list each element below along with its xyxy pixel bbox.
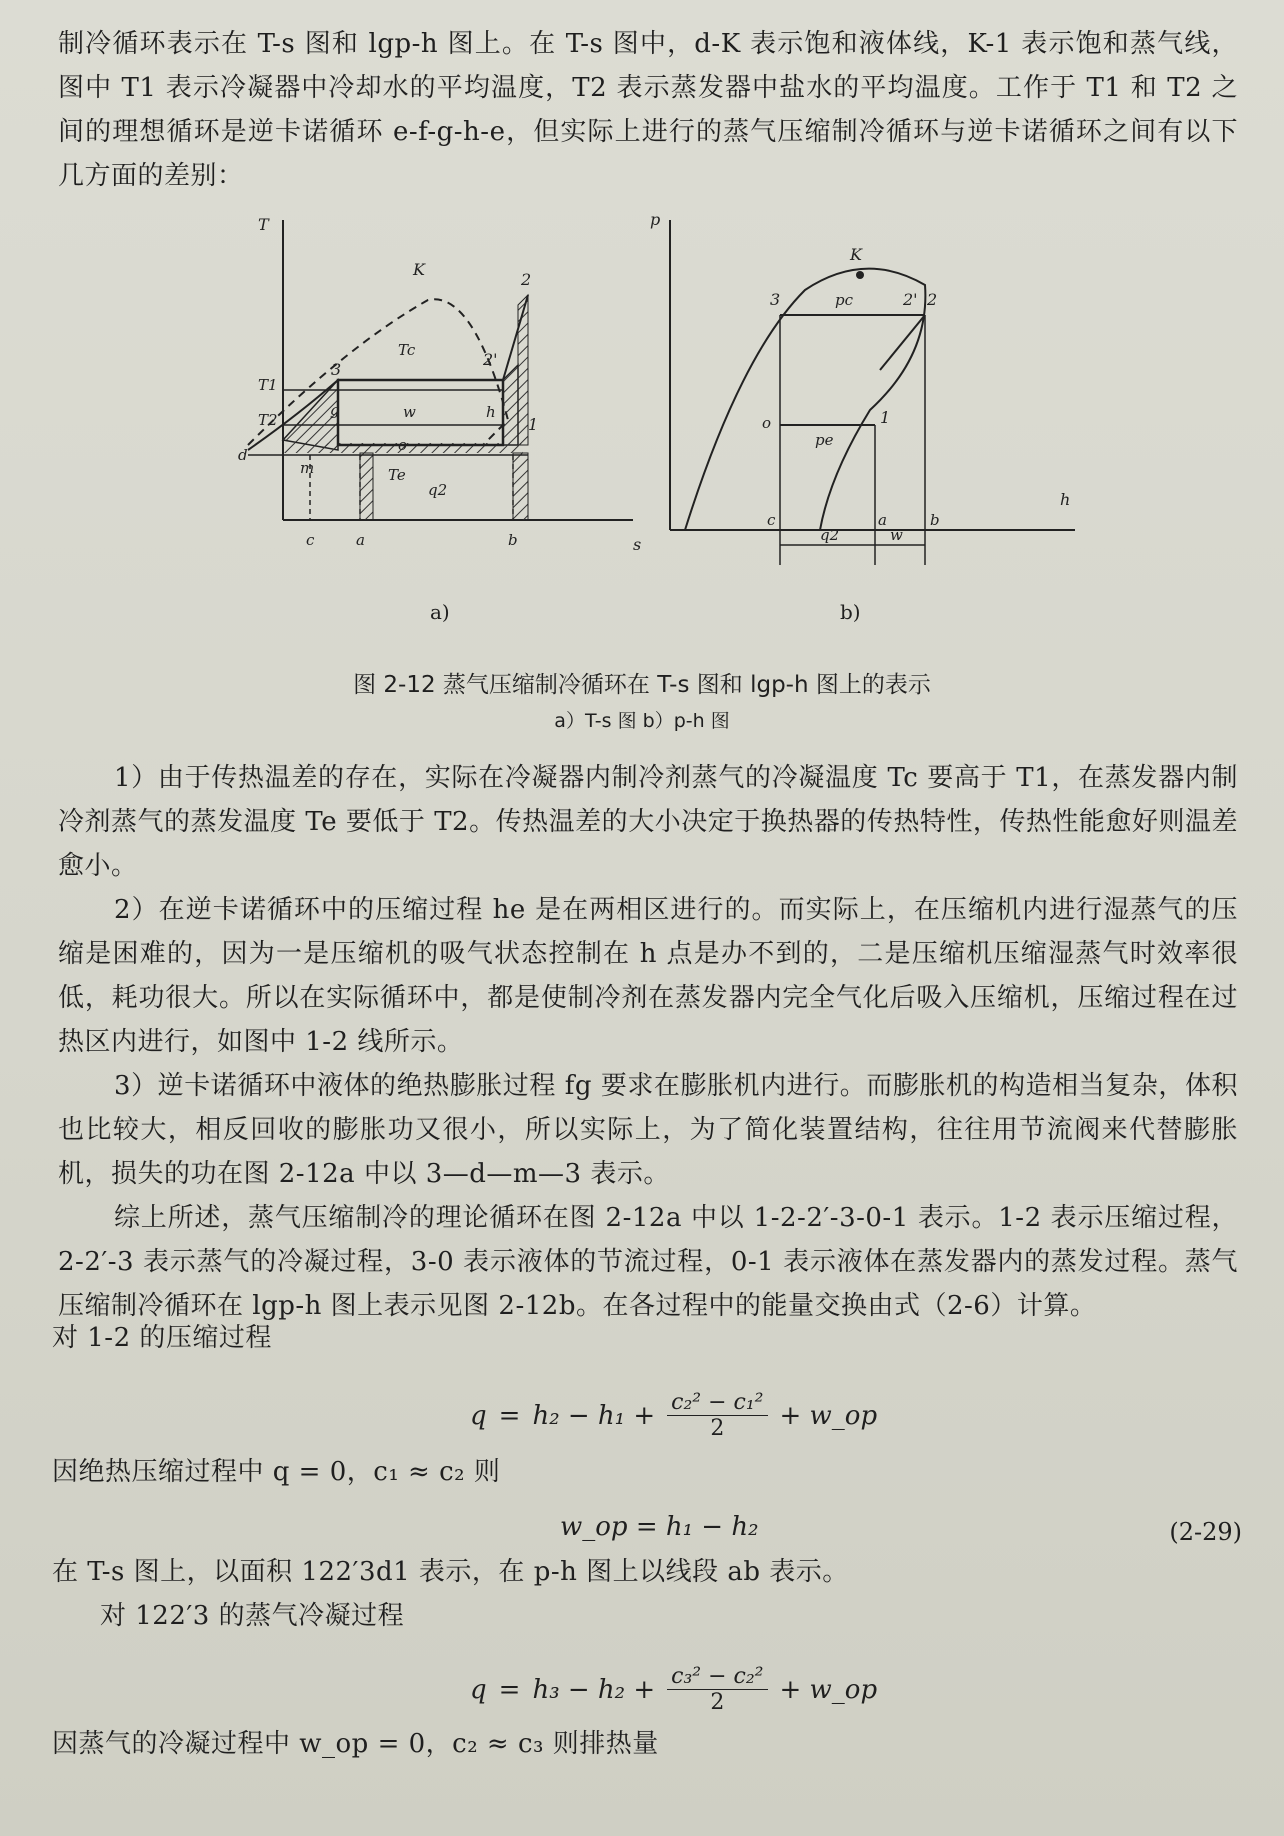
area-description: 在 T-s 图上，以面积 122′3d1 表示，在 p-h 图上以线段 ab 表示。 [52, 1557, 849, 1587]
label-2: 2 [927, 290, 938, 309]
label-b: b [508, 531, 518, 549]
label-3: 3 [331, 360, 342, 379]
label-3: 3 [770, 290, 781, 309]
figure-caption: 图 2-12 蒸气压缩制冷循环在 T-s 图和 lgp-h 图上的表示 [353, 672, 931, 698]
label-c: c [767, 511, 776, 529]
point-3-paragraph: 3）逆卡诺循环中液体的绝热膨胀过程 fg 要求在膨胀机内进行。而膨胀机的构造相当复杂，体积也比较大，相反回收的膨胀功又很小，所以实际上，为了简化装置结构，往往用节流阀来代替膨胀机，损失的功在图 2-12a 中以 3—d—m—3 表示。 [58, 1071, 1238, 1189]
label-d: d [238, 446, 248, 464]
label-1: 1 [880, 408, 891, 427]
label-2: 2 [521, 270, 532, 289]
label-o: o [398, 436, 408, 454]
label-q2: q2 [428, 481, 448, 499]
left-column-hatch [360, 453, 373, 520]
equation-2-29: w_op = h₁ − h₂ [560, 1512, 759, 1542]
compression-intro: 对 1-2 的压缩过程 [52, 1323, 272, 1353]
label-T1: T1 [258, 376, 278, 394]
point-1-paragraph: 1）由于传热温差的存在，实际在冷凝器内制冷剂蒸气的冷凝温度 Tc 要高于 T1，在蒸发器内制冷剂蒸气的蒸发温度 Te 要低于 T2。传热温差的大小决定于换热器的传热特性，传热性能愈好则温差愈小。 [58, 763, 1238, 881]
label-T2: T2 [258, 411, 278, 429]
compression-region [518, 295, 528, 445]
condensation-intro: 对 122′3 的蒸气冷凝过程 [100, 1601, 405, 1631]
equation-compression: q = h₂ − h₁ + $\frac{\text{c₂² − c₁²}}{2}$ + w_op [470, 1390, 878, 1441]
label-q2: q2 [820, 526, 840, 544]
label-a: a [356, 531, 365, 549]
superheat-region [503, 365, 518, 445]
heat-rejection-condition: 因蒸气的冷凝过程中 w_op = 0，c₂ ≈ c₃ 则排热量 [52, 1729, 659, 1759]
summary-paragraph: 综上所述，蒸气压缩制冷的理论循环在图 2-12a 中以 1-2-2′-3-0-1 表示。1-2 表示压缩过程，2-2′-3 表示蒸气的冷凝过程，3-0 表示液体的节流过程，0-1 表示液体在蒸发器内的蒸发过程。蒸气压缩制冷循环在 lgp-h 图上表示见图 2-12b。在各过程中的能量交换由式（2-6）计算。 [58, 1203, 1238, 1321]
dome-top [248, 299, 508, 445]
label-pc: pc [835, 291, 854, 309]
label-s: s [633, 535, 642, 554]
label-2p: 2' [483, 350, 498, 369]
sublabel-b: b) [840, 600, 861, 624]
label-T: T [258, 215, 269, 234]
label-c: c [306, 531, 315, 549]
label-Te: Te [388, 466, 406, 484]
ph-diagram-svg [650, 205, 1110, 605]
label-o: o [762, 414, 772, 432]
label-pe: pe [815, 431, 834, 449]
adiabatic-condition: 因绝热压缩过程中 q = 0，c₁ ≈ c₂ 则 [52, 1457, 501, 1487]
label-2p: 2' [903, 290, 918, 309]
right-column-hatch [513, 453, 528, 520]
ts-diagram-svg [238, 205, 661, 605]
label-h-axis: h [1060, 490, 1071, 509]
label-h: h [486, 403, 496, 421]
point-2-paragraph: 2）在逆卡诺循环中的压缩过程 he 是在两相区进行的。而实际上，在压缩机内进行湿蒸气的压缩是困难的，因为一是压缩机的吸气状态控制在 h 点是办不到的，二是压缩机压缩湿蒸气时效率很低，耗功很大。所以在实际循环中，都是使制冷剂在蒸发器内完全气化后吸入压缩机，压缩过程在过热区内进行，如图中 1-2 线所示。 [58, 895, 1238, 1057]
label-1: 1 [528, 415, 539, 434]
label-g: g [330, 401, 340, 419]
label-m: m [300, 459, 315, 477]
saturation-dome [685, 269, 925, 530]
figure-ph-diagram [650, 205, 1110, 635]
label-b: b [930, 511, 940, 529]
equation-number: (2-29) [1169, 1518, 1242, 1546]
label-K: K [413, 260, 425, 279]
figure-caption-sub: a）T-s 图 b）p-h 图 [554, 710, 730, 732]
label-K: K [850, 245, 862, 264]
label-a: a [878, 511, 887, 529]
label-Tc: Tc [398, 341, 416, 359]
figure-ts-diagram [238, 205, 661, 635]
label-w: w [890, 526, 903, 544]
intro-paragraph: 制冷循环表示在 T-s 图和 lgp-h 图上。在 T-s 图中，d-K 表示饱和液体线，K-1 表示饱和蒸气线，图中 T1 表示冷凝器中冷却水的平均温度，T2 表示蒸发器中盐水的平均温度。工作于 T1 和 T2 之间的理想循环是逆卡诺循环 e-f-g-h-e，但实际上进行的蒸气压缩制冷循环与逆卡诺循环之间有以下几方面的差别： [58, 29, 1238, 191]
label-w: w [403, 403, 416, 421]
label-p: p [650, 210, 661, 229]
equation-condensation: q = h₃ − h₂ + $\frac{\text{c₃² − c₂²}}{2}$ + w_op [470, 1664, 878, 1715]
sublabel-a: a) [430, 600, 450, 624]
critical-point [856, 271, 864, 279]
